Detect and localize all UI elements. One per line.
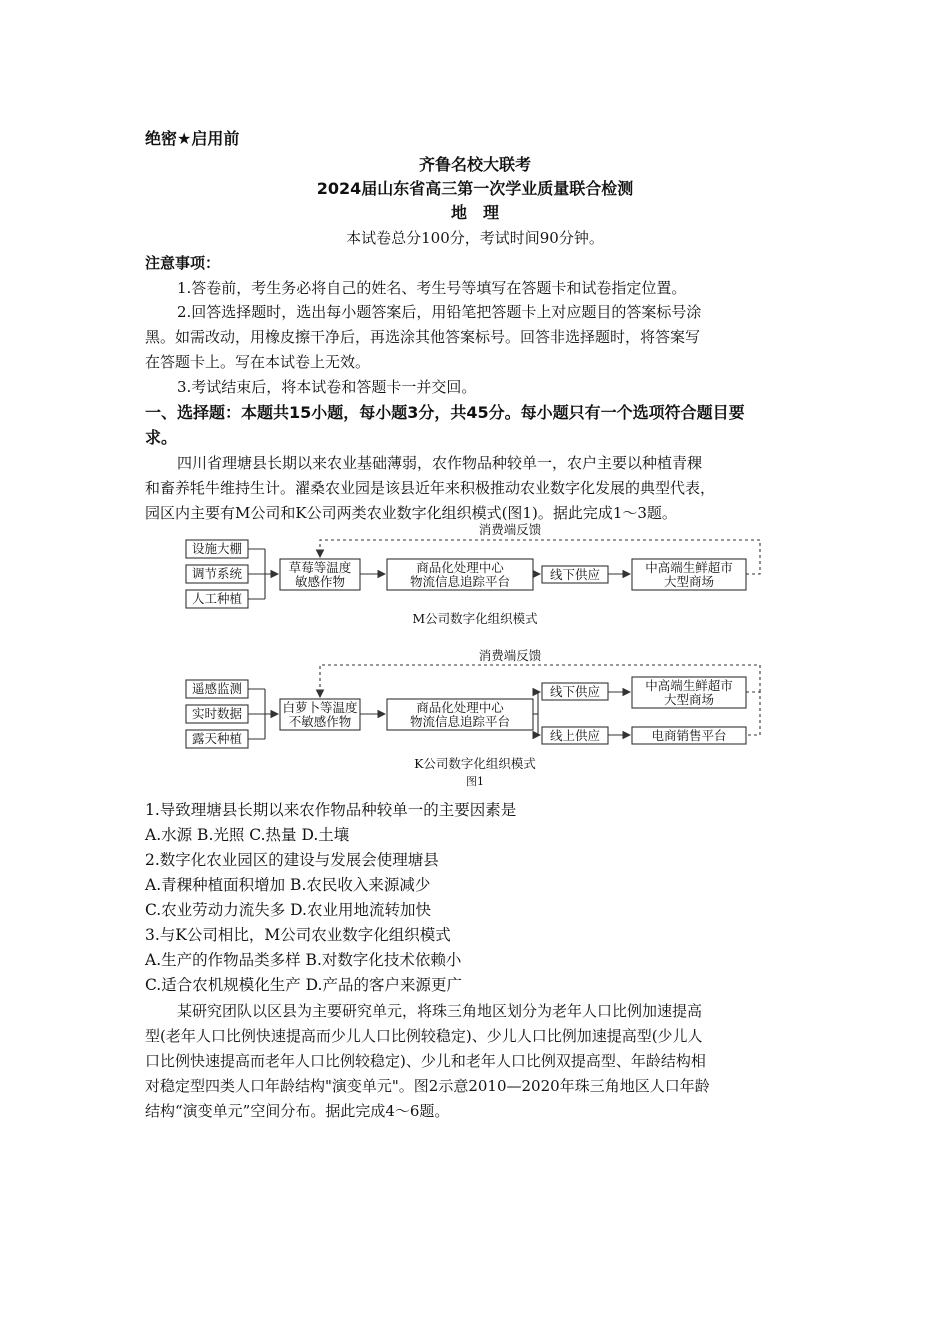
question-options: A.青稞种植面积增加 B.农民收入来源减少 — [145, 876, 431, 894]
notice-line: 2.回答选择题时，选出每小题答案后，用铅笔把答题卡上对应题目的答案标号涂 — [177, 303, 702, 321]
m-input-label: 调节系统 — [191, 566, 243, 581]
passage-line: 对稳定型四类人口年龄结构"演变单元"。图2示意2010—2020年珠三角地区人口年龄 — [145, 1077, 710, 1095]
k-offline-label: 线下供应 — [549, 684, 601, 699]
m-crop-label: 敏感作物 — [294, 574, 346, 589]
m-caption: M公司数字化组织模式 — [412, 611, 538, 626]
k-online-label: 线上供应 — [549, 728, 601, 743]
question-stem: 1.导致理塘县长期以来农作物品种较单一的主要因素是 — [145, 801, 517, 819]
notice-line: 3.考试结束后，将本试卷和答题卡一并交回。 — [177, 378, 477, 396]
k-crop-label: 白萝卜等温度 — [282, 700, 358, 715]
k-crop-label: 不敏感作物 — [288, 714, 352, 729]
m-market-label: 中高端生鲜超市 — [645, 560, 733, 575]
m-feedback-label: 消费端反馈 — [478, 522, 542, 537]
passage-line: 园区内主要有M公司和K公司两类农业数字化组织模式(图1)。据此完成1～3题。 — [145, 504, 677, 522]
m-input-label: 设施大棚 — [191, 541, 243, 556]
k-feedback-label: 消费端反馈 — [478, 648, 542, 663]
question-stem: 2.数字化农业园区的建设与发展会使理塘县 — [145, 851, 439, 869]
section-heading-cont: 求。 — [145, 428, 178, 447]
k-caption: K公司数字化组织模式 — [414, 756, 536, 771]
passage-line: 口比例快速提高而老年人口比例较稳定)、少儿和老年人口比例双提高型、年龄结构相 — [145, 1052, 706, 1070]
subject-title: 地 理 — [450, 203, 499, 222]
k-platform-label: 物流信息追踪平台 — [409, 714, 511, 729]
passage-line: 四川省理塘县长期以来农业基础薄弱，农作物品种较单一，农户主要以种植青稞 — [177, 454, 703, 472]
passage-line: 结构“演变单元”空间分布。据此完成4～6题。 — [145, 1102, 450, 1120]
k-input-label: 遥感监测 — [191, 681, 243, 696]
figure-label: 图1 — [466, 775, 484, 788]
m-input-label: 人工种植 — [191, 591, 243, 606]
secret-label: 绝密★启用前 — [145, 129, 240, 148]
figure-1-diagram — [180, 522, 770, 790]
question-options: C.农业劳动力流失多 D.农业用地流转加快 — [145, 901, 431, 919]
section-heading: 一、选择题：本题共15小题，每小题3分，共45分。每小题只有一个选项符合题目要 — [145, 403, 745, 422]
m-supply-label: 线下供应 — [549, 567, 601, 582]
k-market-label: 大型商场 — [663, 692, 715, 707]
notice-title: 注意事项： — [145, 254, 221, 272]
k-input-label: 实时数据 — [191, 706, 243, 721]
exam-title: 2024届山东省高三第一次学业质量联合检测 — [316, 179, 634, 198]
m-crop-label: 草莓等温度 — [288, 560, 352, 575]
k-market-label: 中高端生鲜超市 — [645, 678, 733, 693]
passage-line: 型(老年人口比例快速提高而少儿人口比例较稳定)、少儿人口比例加速提高型(少儿人 — [145, 1027, 703, 1045]
passage-line: 和畜养牦牛维持生计。濯桑农业园是该县近年来积极推动农业数字化发展的典型代表， — [145, 479, 716, 497]
m-platform-label: 商品化处理中心 — [416, 560, 504, 575]
passage-line: 某研究团队以区县为主要研究单元，将珠三角地区划分为老年人口比例加速提高 — [177, 1002, 703, 1020]
question-stem: 3.与K公司相比，M公司农业数字化组织模式 — [145, 926, 451, 944]
question-options: A.生产的作物品类多样 B.对数字化技术依赖小 — [145, 951, 462, 969]
exam-org: 齐鲁名校大联考 — [418, 155, 531, 174]
m-market-label: 大型商场 — [663, 574, 715, 589]
notice-line: 黑。如需改动，用橡皮擦干净后，再选涂其他答案标号。回答非选择题时，将答案写 — [145, 328, 701, 346]
m-platform-label: 物流信息追踪平台 — [409, 574, 511, 589]
question-options: C.适合农机规模化生产 D.产品的客户来源更广 — [145, 976, 462, 994]
exam-info: 本试卷总分100分，考试时间90分钟。 — [346, 229, 604, 247]
question-options: A.水源 B.光照 C.热量 D.土壤 — [145, 826, 350, 844]
k-input-label: 露天种植 — [191, 731, 243, 746]
notice-line: 在答题卡上。写在本试卷上无效。 — [145, 353, 371, 371]
k-ecommerce-label: 电商销售平台 — [651, 728, 727, 743]
notice-line: 1.答卷前，考生务必将自己的姓名、考生号等填写在答题卡和试卷指定位置。 — [177, 279, 687, 297]
k-platform-label: 商品化处理中心 — [416, 700, 504, 715]
